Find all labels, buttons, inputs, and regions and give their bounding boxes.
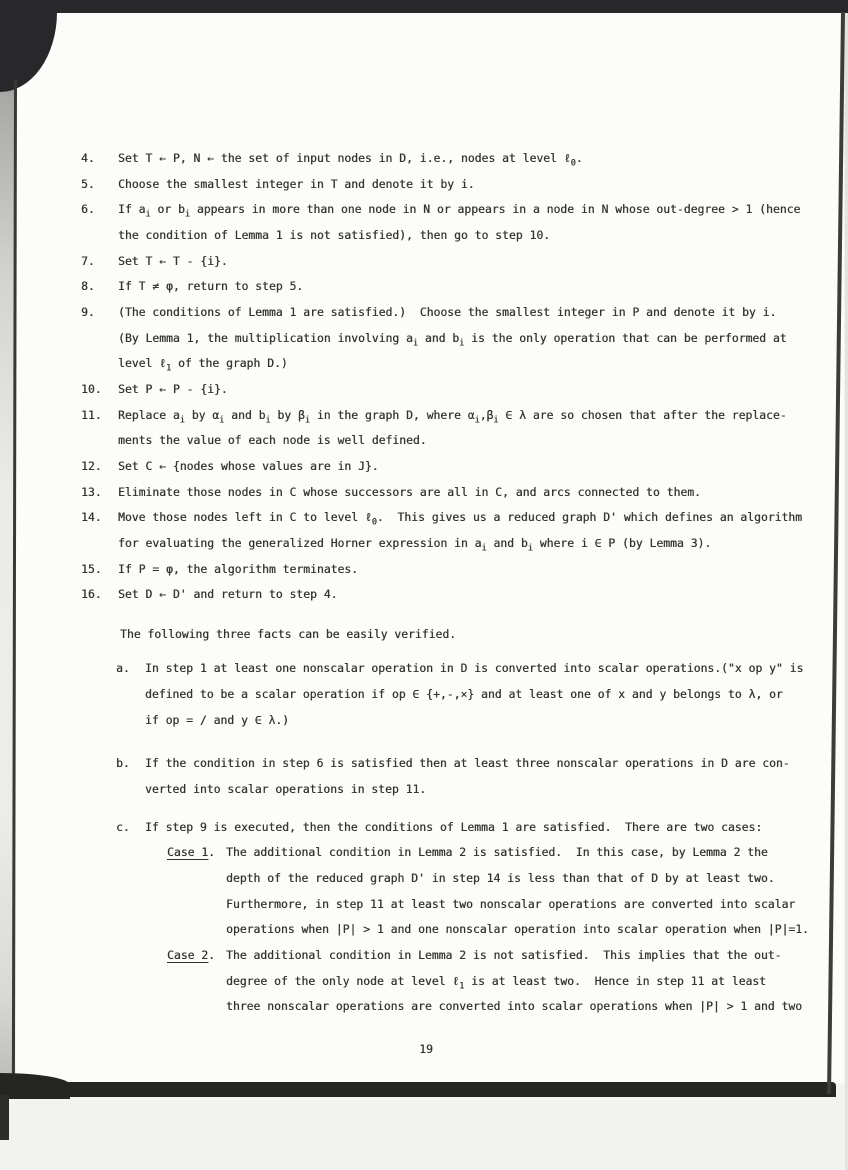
step-body: [118, 557, 358, 583]
case-label-text: Case 1: [167, 845, 209, 860]
fact-label: b.: [116, 756, 130, 771]
fact-item: [0, 656, 848, 733]
page-content: [0, 146, 848, 1020]
step-number: 11.: [81, 407, 102, 422]
step-row: [0, 172, 848, 198]
step-row: [0, 274, 848, 300]
step-body: [118, 377, 228, 403]
case-label-period: .: [208, 845, 216, 860]
step-body: [118, 172, 475, 198]
step-number: 16.: [81, 587, 102, 602]
step-row: [0, 197, 848, 248]
step-line: (By Lemma 1, the multiplication involving $a_i$ and $b_i$ is the only operation that can be performed at: [118, 330, 787, 349]
case-line: Furthermore, in step 11 at least two nonscalar operations are converted into scalar: [226, 896, 796, 911]
case-label: [167, 943, 226, 1020]
step-number: 13.: [81, 484, 102, 499]
step-body: [118, 454, 379, 480]
step-body: [118, 403, 787, 454]
algorithm-steps-list: [0, 146, 848, 608]
step-row: [0, 300, 848, 377]
step-number: 10.: [81, 381, 102, 396]
step-row: [0, 480, 848, 506]
step-number: 14.: [81, 510, 102, 525]
step-row: [0, 403, 848, 454]
step-body: [118, 300, 787, 377]
step-body: [118, 197, 800, 248]
case-item: [145, 840, 848, 943]
case-label-period: .: [208, 948, 216, 963]
step-line: for evaluating the generalized Horner expression in $a_i$ and $b_i$ where i ∈ P (by Lemma 3).: [118, 535, 712, 554]
step-line: Choose the smallest integer in T and denote it by i.: [118, 176, 475, 191]
step-body: [118, 146, 583, 172]
step-number: 9.: [81, 304, 95, 319]
step-body: [118, 480, 701, 506]
step-line: ments the value of each node is well defined.: [118, 433, 427, 448]
case-line: three nonscalar operations are converted into scalar operations when |P| > 1 and two: [226, 999, 803, 1014]
case-line: The additional condition in Lemma 2 is satisfied. In this case, by Lemma 2 the: [226, 845, 768, 860]
step-line: Set P ← P - {i}.: [118, 381, 228, 396]
step-line: Set T ← P, N ← the set of input nodes in D, i.e., nodes at level ℓ$_0$.: [118, 151, 583, 169]
step-line: If P = φ, the algorithm terminates.: [118, 561, 359, 576]
fact-line: defined to be a scalar operation if op ∈ {+,-,×} and at least one of x and y belongs to λ, or: [145, 687, 783, 702]
step-number: 4.: [81, 151, 95, 165]
fact-item: [0, 815, 848, 1020]
fact-line: verted into scalar operations in step 11.: [145, 782, 427, 797]
step-body: [118, 582, 337, 608]
step-line: If $a_i$ or $b_i$ appears in more than one node in N or appears in a node in N whose out-degree > 1 (hence: [118, 202, 801, 220]
fact-body: [145, 815, 848, 1020]
step-number: 5.: [81, 176, 95, 191]
step-row: [0, 557, 848, 583]
step-line: (The conditions of Lemma 1 are satisfied.) Choose the smallest integer in P and denote it by i.: [118, 304, 777, 319]
case-body: [226, 840, 848, 943]
fact-line: If step 9 is executed, then the conditions of Lemma 1 are satisfied. There are two cases:: [145, 819, 763, 834]
step-line: level ℓ$_1$ of the graph D.): [118, 356, 288, 374]
scan-bottom-edge: [0, 1082, 836, 1097]
step-number: 12.: [81, 458, 102, 473]
step-row: [0, 505, 848, 556]
step-line: the condition of Lemma 1 is not satisfied), then go to step 10.: [118, 227, 551, 242]
step-row: [0, 249, 848, 275]
scan-top-edge: [0, 0, 848, 13]
scan-bottom-left-shadow: [0, 1095, 9, 1140]
case-line: The additional condition in Lemma 2 is not satisfied. This implies that the out-: [226, 948, 782, 963]
step-number: 6.: [81, 202, 95, 217]
step-row: [0, 454, 848, 480]
fact-label: a.: [116, 661, 130, 676]
fact-line: In step 1 at least one nonscalar operation in D is converted into scalar operations.("x op y" is: [145, 661, 804, 676]
fact-line: if op = / and y ∈ λ.): [145, 712, 290, 727]
step-line: Replace $a_i$ by $\alpha_i$ and $b_i$ by $\beta_i$ in the graph D, where $\alpha_i,\beta_i$ ∈ λ are so chosen that after the replace-: [118, 407, 787, 426]
fact-body: [145, 751, 848, 802]
intro-paragraph: The following three facts can be easily verified.: [120, 626, 457, 641]
step-row: [0, 377, 848, 403]
case-body: [226, 943, 848, 1020]
step-line: Set D ← D' and return to step 4.: [118, 587, 338, 602]
fact-item: [0, 751, 848, 802]
step-line: Eliminate those nodes in C whose successors are all in C, and arcs connected to them.: [118, 484, 701, 499]
step-line: If T ≠ φ, return to step 5.: [118, 279, 304, 294]
case-label-text: Case 2: [167, 948, 209, 963]
step-number: 7.: [81, 253, 95, 268]
step-body: [118, 505, 802, 556]
step-row: [0, 146, 848, 172]
case-line: degree of the only node at level ℓ$_1$ is at least two. Hence in step 11 at least: [226, 973, 767, 992]
case-line: depth of the reduced graph D' in step 14 is less than that of D by at least two.: [226, 871, 775, 886]
step-row: [0, 582, 848, 608]
case-item: [145, 943, 848, 1020]
fact-body: [145, 656, 848, 733]
case-label: [167, 840, 226, 943]
step-number: 15.: [81, 561, 102, 576]
page-number: 19: [419, 1042, 433, 1056]
step-number: 8.: [81, 279, 95, 294]
facts-list: [0, 656, 848, 1020]
step-line: Set C ← {nodes whose values are in J}.: [118, 458, 379, 473]
step-line: Set T ← T - {i}.: [118, 253, 228, 268]
step-line: Move those nodes left in C to level ℓ$_0$. This gives us a reduced graph D' which defines an algorithm: [118, 510, 803, 528]
case-line: operations when |P| > 1 and one nonscalar operation into scalar operation when |P|=1.: [226, 922, 809, 937]
fact-label: c.: [116, 819, 130, 834]
step-body: [118, 274, 303, 300]
fact-line: If the condition in step 6 is satisfied then at least three nonscalar operations in D are con-: [145, 756, 790, 771]
step-body: [118, 249, 228, 275]
